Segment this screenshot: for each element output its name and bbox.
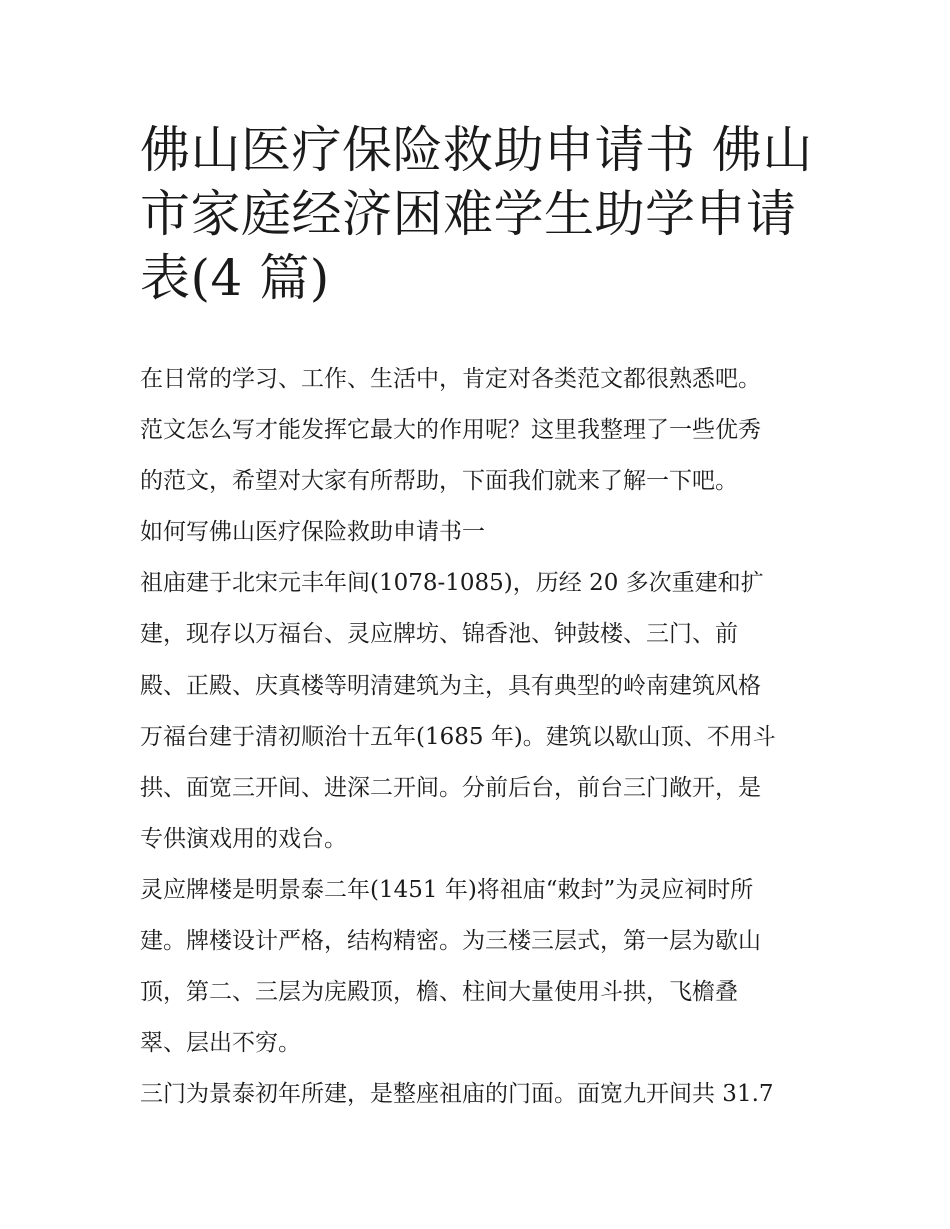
intro-line-2: 范文怎么写才能发挥它最大的作用呢？这里我整理了一些优秀 [140, 417, 761, 444]
paragraph-line-2: 建，现存以万福台、灵应牌坊、锦香池、钟鼓楼、三门、前 [140, 621, 738, 648]
paragraph-line-4: 万福台建于清初顺治十五年(1685 年)。建筑以歇山顶、不用斗 [140, 723, 776, 750]
paragraph-line-5: 拱、面宽三开间、进深二开间。分前后台，前台三门敞开，是 [140, 774, 761, 801]
paragraph-line-10: 翠、层出不穷。 [140, 1030, 301, 1057]
paragraph-line-11: 三门为景泰初年所建，是整座祖庙的门面。面宽九开间共 31.7 [140, 1081, 774, 1108]
section-heading: 如何写佛山医疗保险救助申请书一 [140, 519, 485, 546]
paragraph-line-6: 专供演戏用的戏台。 [140, 825, 347, 852]
title-line-1: 佛山医疗保险救助申请书 佛山 [140, 121, 813, 179]
paragraph-line-1: 祖庙建于北宋元丰年间(1078-1085)，历经 20 多次重建和扩 [140, 570, 764, 597]
paragraph-line-7: 灵应牌楼是明景泰二年(1451 年)将祖庙“敕封”为灵应祠时所 [140, 876, 754, 903]
paragraph-line-3: 殿、正殿、庆真楼等明清建筑为主，具有典型的岭南建筑风格 [140, 672, 761, 699]
document-body [140, 354, 830, 1120]
paragraph-line-9: 顶，第二、三层为庑殿顶，檐、柱间大量使用斗拱，飞檐叠 [140, 979, 738, 1006]
intro-line-3: 的范文，希望对大家有所帮助，下面我们就来了解一下吧。 [140, 468, 738, 495]
intro-line-1: 在日常的学习、工作、生活中，肯定对各类范文都很熟悉吧。 [140, 366, 761, 392]
paragraph-line-8: 建。牌楼设计严格，结构精密。为三楼三层式，第一层为歇山 [140, 928, 761, 955]
document-title [140, 118, 820, 310]
title-line-2: 市家庭经济困难学生助学申请 [140, 185, 797, 243]
title-line-3: 表(4 篇) [140, 249, 330, 307]
